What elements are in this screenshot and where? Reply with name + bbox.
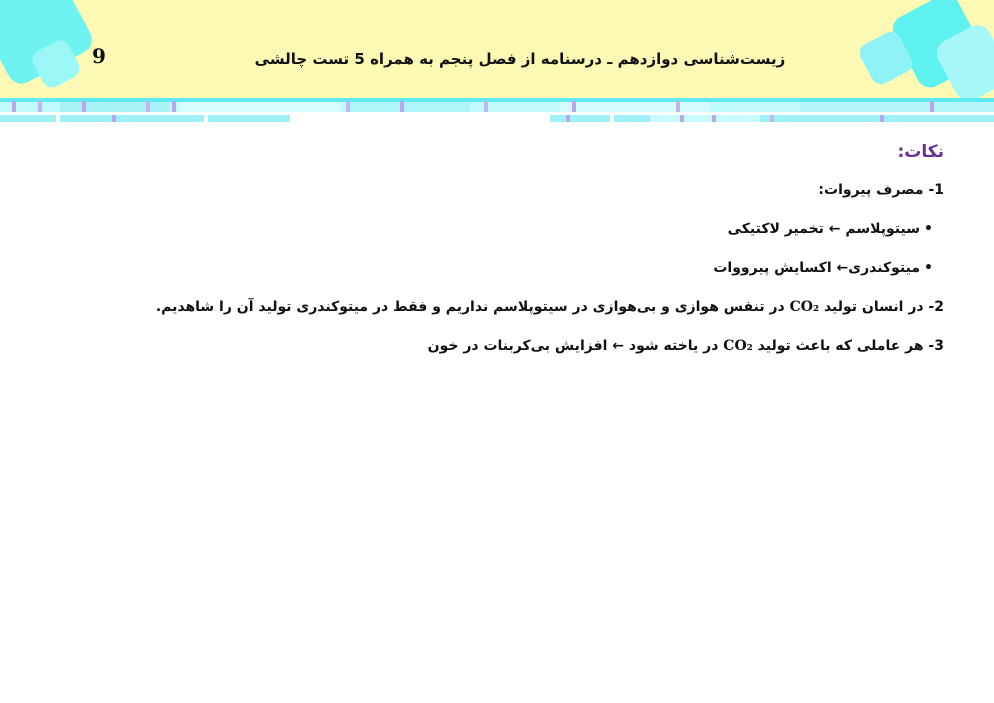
bullet-item-cytoplasm: • سیتوپلاسم ← تخمیر لاکتیکی	[60, 217, 944, 241]
notes-section	[60, 140, 944, 373]
note-item-2-start: 2- در انسان تولید	[819, 299, 944, 315]
note-item-3	[60, 334, 944, 358]
co2-formula: CO₂	[723, 338, 753, 354]
note-item-2-end: در تنفس هوازی و بی‌هوازی در سیتوپلاسم نداریم و فقط در میتوکندری تولید آن را شاهدیم.	[155, 299, 790, 315]
bullet-item-mitochondria: • میتوکندری← اکسایش پیرووات	[60, 256, 944, 280]
co2-formula: CO₂	[789, 299, 820, 315]
note-item-3-start: 3- هر عاملی که باعث تولید	[752, 338, 944, 354]
note-item-1: 1- مصرف پیروات:	[818, 182, 944, 198]
page-title: زیست‌شناسی دوازدهم ـ درسنامه از فصل پنجم به همراه 5 تست چالشی	[254, 50, 786, 68]
note-item-2	[60, 295, 944, 319]
note-item-3-end: در یاخته شود ← افزایش بی‌کربنات در خون	[427, 338, 724, 354]
notes-heading: نکات:	[897, 142, 944, 162]
header-stripe-band	[0, 98, 994, 122]
page-number: 9	[92, 44, 106, 68]
page-header	[0, 0, 994, 100]
